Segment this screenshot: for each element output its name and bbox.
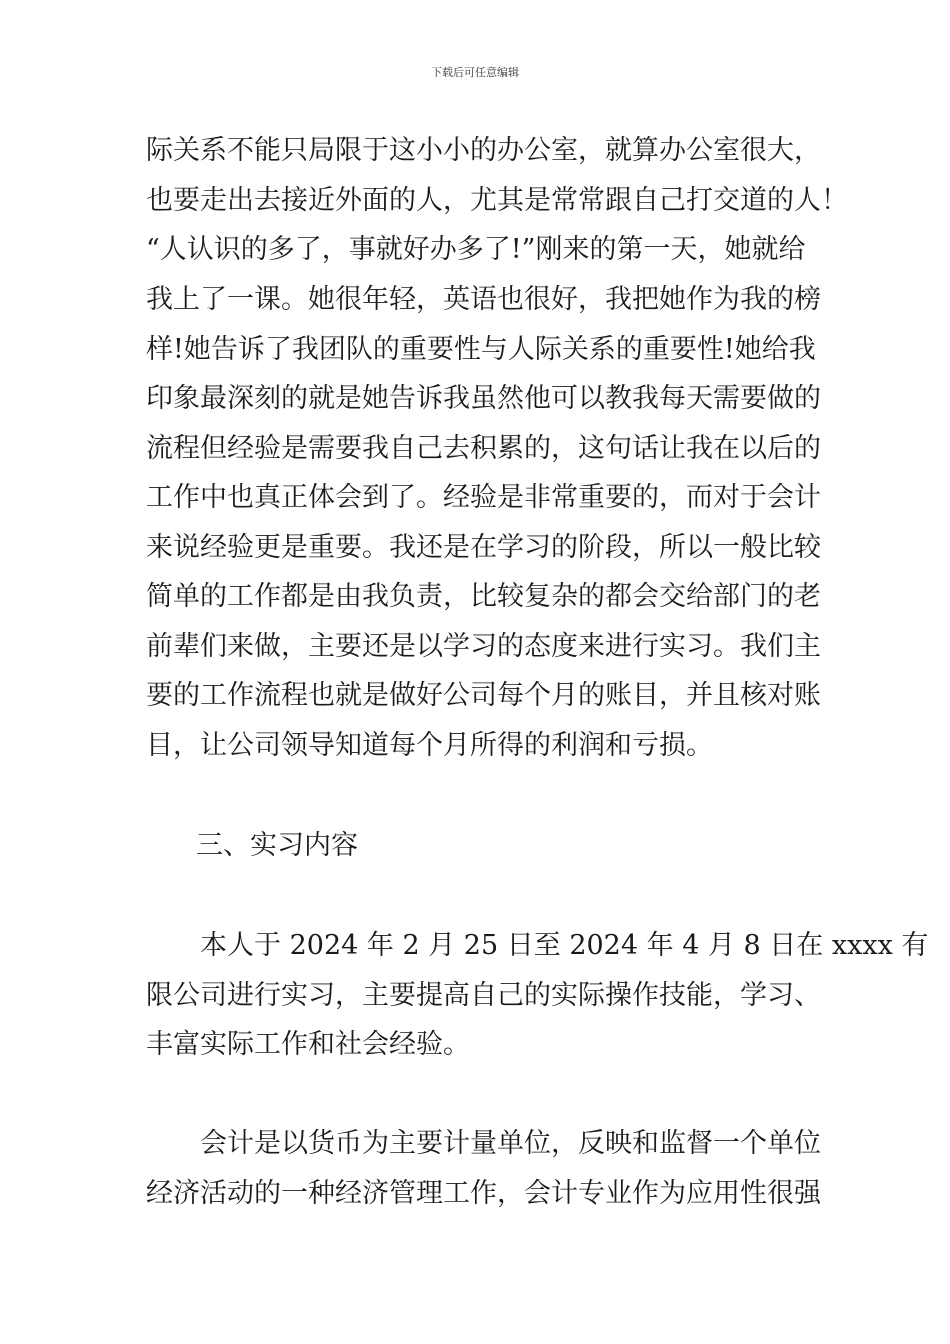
- paragraph-1-line-5: 样!她告诉了我团队的重要性与人际关系的重要性!她给我: [146, 334, 816, 365]
- paragraph-2-line-1: 本人于 2024 年 2 月 25 日至 2024 年 4 月 8 日在 xxxx 有: [200, 930, 929, 961]
- paragraph-1-line-1: 际关系不能只局限于这小小的办公室，就算办公室很大，: [146, 135, 821, 166]
- paragraph-1-line-6: 印象最深刻的就是她告诉我虽然他可以教我每天需要做的: [146, 383, 821, 414]
- paragraph-1-line-12: 要的工作流程也就是做好公司每个月的账目，并且核对账: [146, 680, 821, 711]
- paragraph-2-line-3: 丰富实际工作和社会经验。: [146, 1029, 470, 1060]
- paragraph-1-line-3: “人认识的多了，事就好办多了!”刚来的第一天，她就给: [146, 234, 806, 265]
- paragraph-3-line-2: 经济活动的一种经济管理工作，会计专业作为应用性很强: [146, 1178, 821, 1209]
- paragraph-1-line-4: 我上了一课。她很年轻，英语也很好，我把她作为我的榜: [146, 284, 821, 315]
- paragraph-1-line-9: 来说经验更是重要。我还是在学习的阶段，所以一般比较: [146, 532, 821, 563]
- paragraph-2-line-2: 限公司进行实习，主要提高自己的实际操作技能，学习、: [146, 980, 821, 1011]
- paragraph-1-line-8: 工作中也真正体会到了。经验是非常重要的，而对于会计: [146, 482, 821, 513]
- page-header: 下载后可任意编辑: [431, 66, 519, 79]
- paragraph-1-line-10: 简单的工作都是由我负责，比较复杂的都会交给部门的老: [146, 581, 821, 612]
- paragraph-1-line-13: 目，让公司领导知道每个月所得的利润和亏损。: [146, 730, 713, 761]
- section-heading: 三、实习内容: [196, 830, 358, 861]
- paragraph-1-line-7: 流程但经验是需要我自己去积累的，这句话让我在以后的: [146, 433, 821, 464]
- paragraph-3-line-1: 会计是以货币为主要计量单位，反映和监督一个单位: [200, 1128, 821, 1159]
- paragraph-1-line-2: 也要走出去接近外面的人，尤其是常常跟自己打交道的人！: [146, 185, 848, 216]
- paragraph-1-line-11: 前辈们来做，主要还是以学习的态度来进行实习。我们主: [146, 631, 821, 662]
